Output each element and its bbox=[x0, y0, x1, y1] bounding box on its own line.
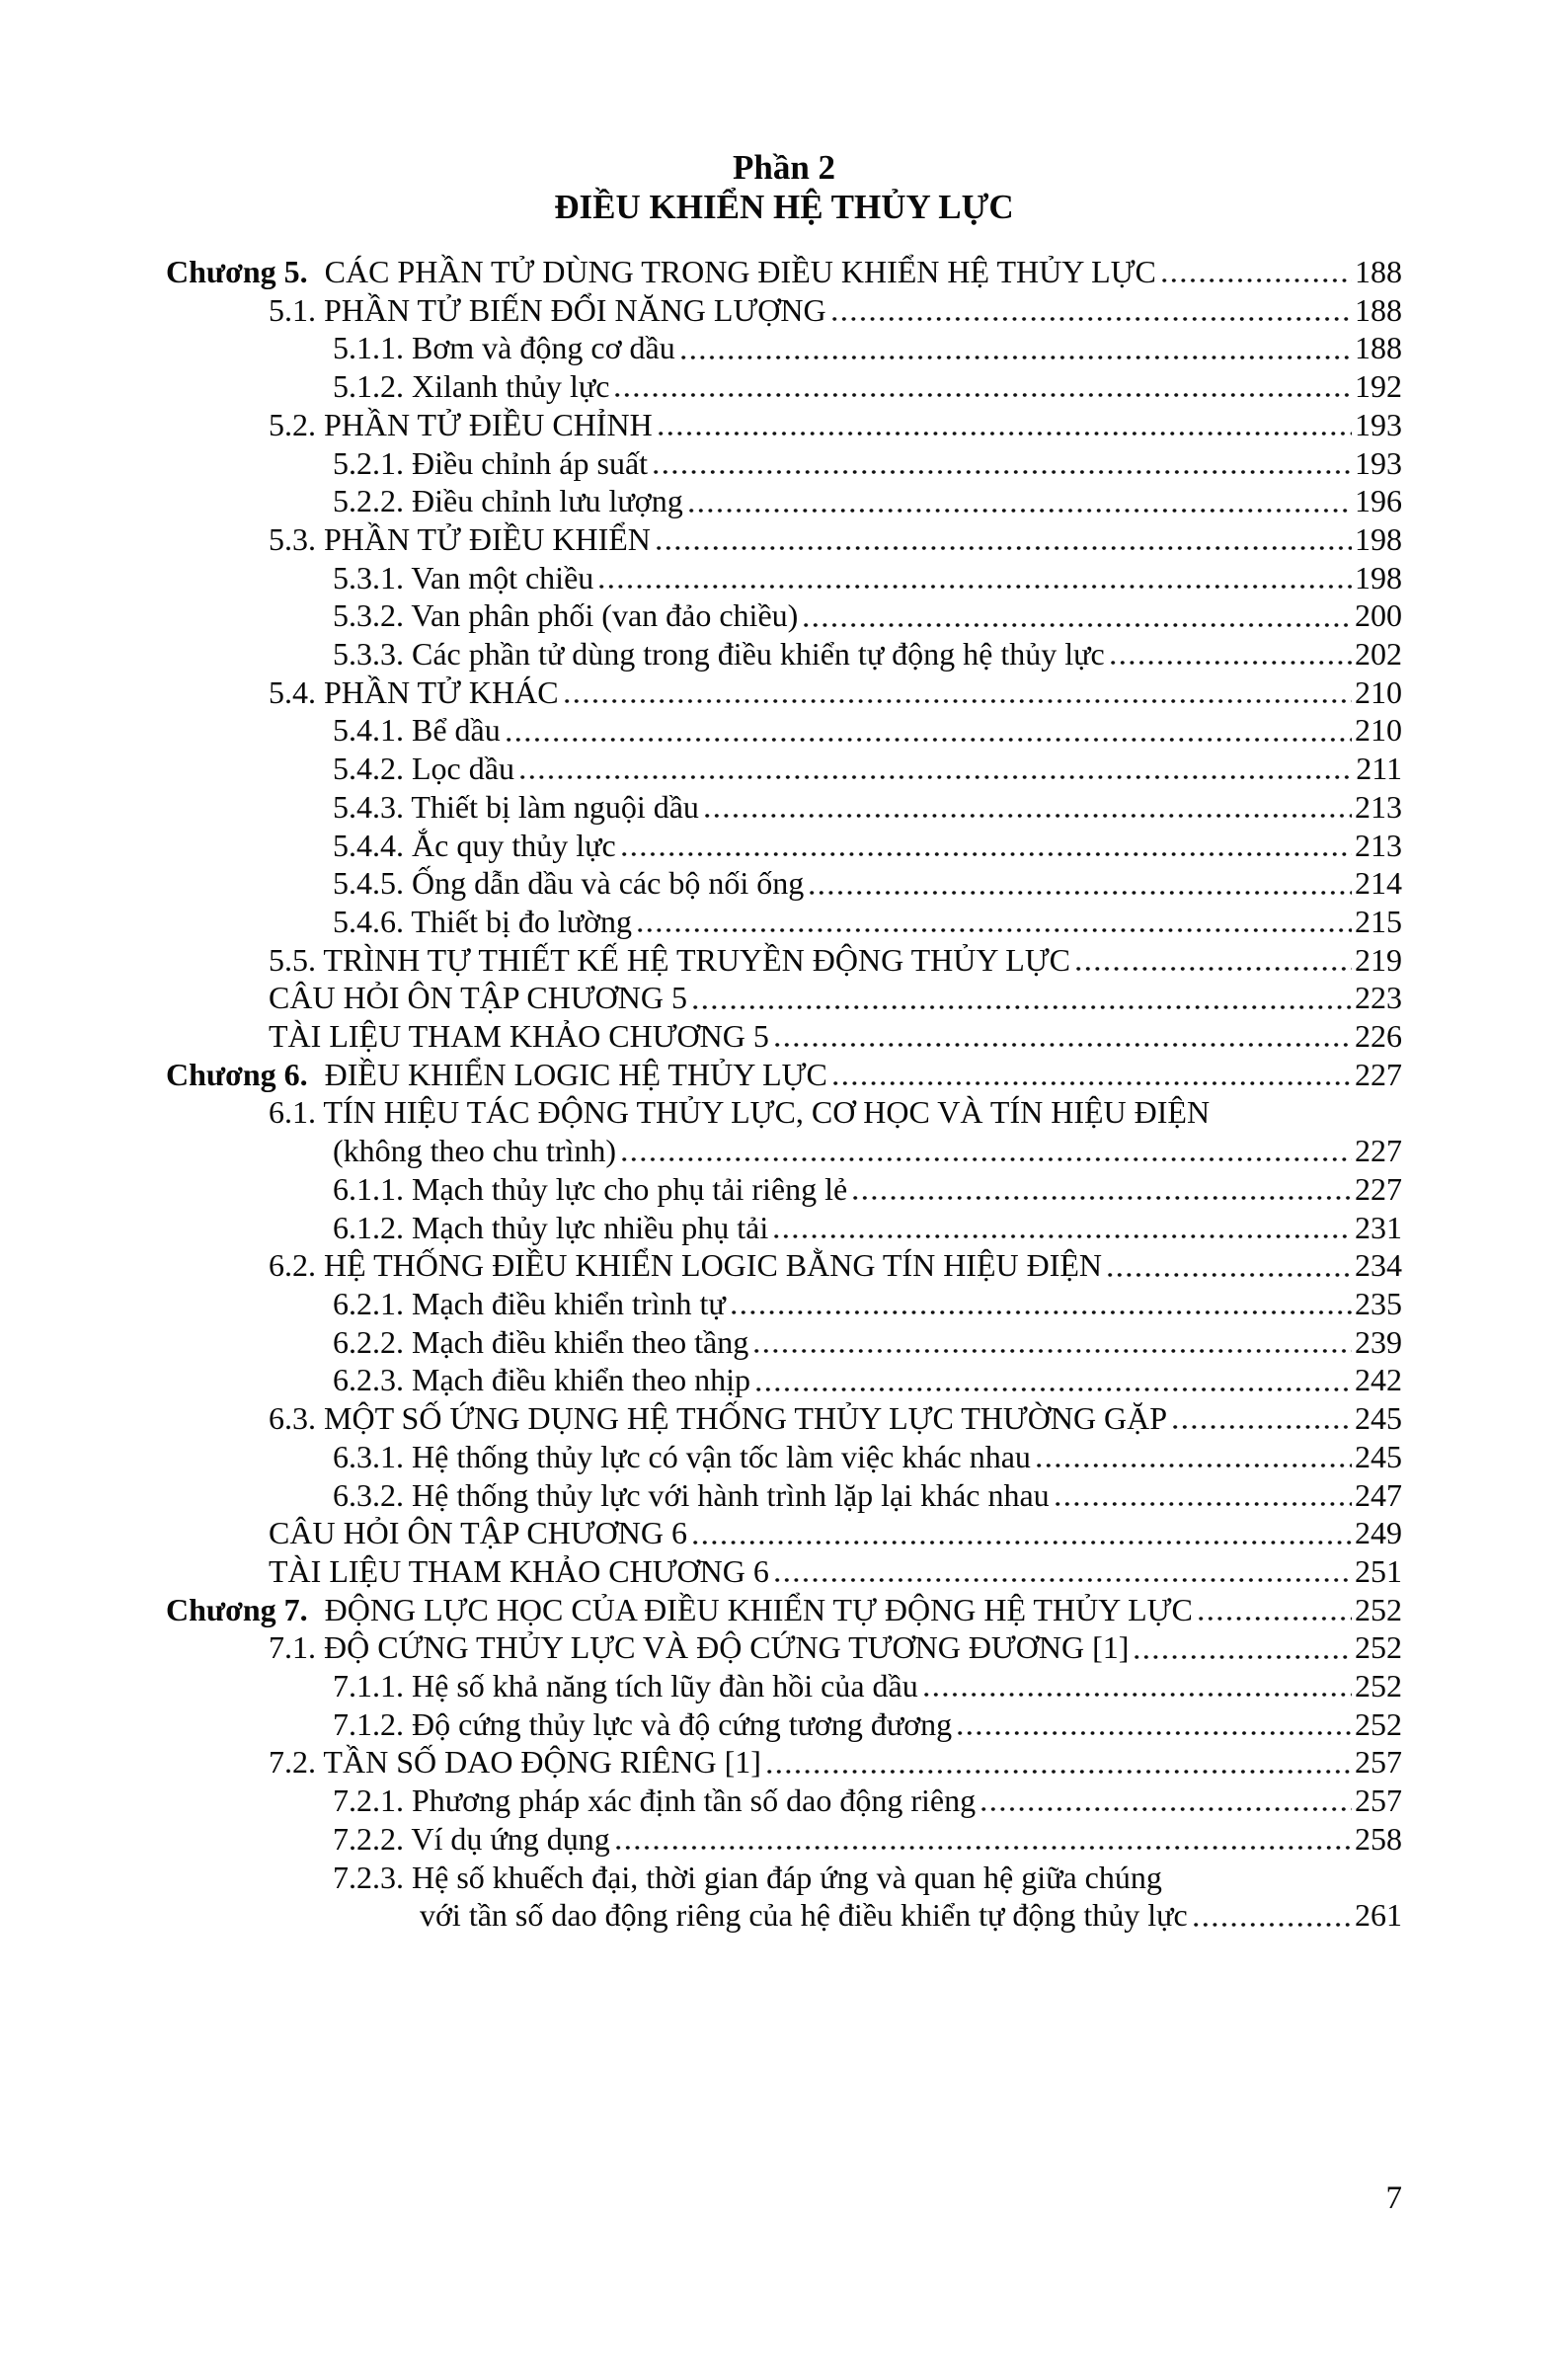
toc-page-number: 231 bbox=[1355, 1209, 1402, 1245]
toc-entry-title: 6.3. MỘT SỐ ỨNG DỤNG HỆ THỐNG THỦY LỰC THƯỜNG GẶP bbox=[269, 1400, 1168, 1437]
toc-entry-title: 5.2.1. Điều chỉnh áp suất bbox=[333, 444, 649, 481]
toc-page-number: 193 bbox=[1355, 406, 1402, 442]
toc-entry-title: 6.2.3. Mạch điều khiển theo nhịp bbox=[333, 1362, 751, 1398]
toc-entry bbox=[0, 1859, 1402, 1897]
dot-leader bbox=[693, 979, 1352, 1017]
toc-page-number: 252 bbox=[1355, 1668, 1402, 1704]
dot-leader bbox=[705, 788, 1352, 827]
part-title: ĐIỀU KHIỂN HỆ THỦY LỰC bbox=[554, 188, 1014, 226]
toc-entry bbox=[0, 596, 1402, 635]
toc-page-number: 235 bbox=[1355, 1285, 1402, 1321]
toc-entry-title: 5.4. PHẦN TỬ KHÁC bbox=[269, 673, 559, 710]
toc-entry-title: 7.1.1. Hệ số khả năng tích lũy đàn hồi của dầu bbox=[333, 1668, 918, 1704]
toc-page-number: 249 bbox=[1355, 1515, 1402, 1551]
toc-entry-title: 5.5. TRÌNH TỰ THIẾT KẾ HỆ TRUYỀN ĐỘNG THỦY LỰC bbox=[269, 941, 1070, 978]
toc-entry-title: ĐIỀU KHIỂN LOGIC HỆ THỦY LỰC bbox=[324, 1056, 827, 1092]
toc-entry bbox=[0, 1743, 1402, 1782]
toc-page-number: 196 bbox=[1355, 483, 1402, 519]
toc-entry-title: 6.3.1. Hệ thống thủy lực có vận tốc làm việc khác nhau bbox=[333, 1438, 1031, 1474]
toc-entry-title: 5.4.5. Ống dẫn dầu và các bộ nối ống bbox=[333, 865, 805, 902]
toc-page-number: 219 bbox=[1355, 941, 1402, 978]
toc-entry-title: 7.1. ĐỘ CỨNG THỦY LỰC VÀ ĐỘ CỨNG TƯƠNG ĐƯƠNG [1] bbox=[269, 1629, 1130, 1666]
toc-entry bbox=[0, 520, 1402, 559]
toc-page-number: 215 bbox=[1355, 903, 1402, 939]
dot-leader bbox=[638, 903, 1352, 941]
dot-leader bbox=[654, 444, 1352, 483]
toc-page-number: 200 bbox=[1355, 597, 1402, 634]
toc-entry bbox=[0, 1285, 1402, 1323]
toc-entry bbox=[0, 1552, 1402, 1591]
dot-leader bbox=[774, 1209, 1352, 1247]
toc-entry bbox=[0, 1667, 1402, 1705]
toc-entry-title: 5.3.3. Các phần tử dùng trong điều khiển tự động hệ thủy lực bbox=[333, 636, 1105, 673]
toc-entry bbox=[0, 1093, 1402, 1132]
dot-leader bbox=[767, 1743, 1352, 1782]
toc-entry-title: 5.2. PHẦN TỬ ĐIỀU CHỈNH bbox=[269, 406, 653, 442]
toc-entry bbox=[0, 406, 1402, 444]
toc-entry-title: 6.1.1. Mạch thủy lực cho phụ tải riêng lẻ bbox=[333, 1170, 848, 1207]
toc-entry bbox=[0, 864, 1402, 903]
dot-leader bbox=[981, 1782, 1352, 1820]
toc-entry bbox=[0, 444, 1402, 483]
toc-page-number: 257 bbox=[1355, 1744, 1402, 1781]
dot-leader bbox=[810, 864, 1352, 903]
dot-leader bbox=[1173, 1399, 1352, 1438]
toc-entry-continuation bbox=[0, 1896, 1402, 1935]
dot-leader bbox=[754, 1323, 1352, 1362]
toc-entry-title: 6.2.1. Mạch điều khiển trình tự bbox=[333, 1285, 726, 1321]
toc-entry bbox=[0, 1438, 1402, 1476]
toc-entry bbox=[0, 1017, 1402, 1056]
toc-entry-title: 5.3. PHẦN TỬ ĐIỀU KHIỂN bbox=[269, 520, 651, 557]
dot-leader bbox=[1135, 1628, 1352, 1667]
toc-entry-title: 6.1. TÍN HIỆU TÁC ĐỘNG THỦY LỰC, CƠ HỌC VÀ TÍN HIỆU ĐIỆN bbox=[269, 1094, 1211, 1131]
toc-page-number: 239 bbox=[1355, 1323, 1402, 1360]
dot-leader bbox=[689, 482, 1352, 520]
toc-entry bbox=[0, 1820, 1402, 1859]
toc-entry-title: 5.4.3. Thiết bị làm nguội dầu bbox=[333, 788, 699, 825]
part-header bbox=[0, 148, 1568, 227]
toc-entry bbox=[0, 1323, 1402, 1362]
toc-page-number: 192 bbox=[1355, 368, 1402, 405]
toc-entry bbox=[0, 1705, 1402, 1744]
dot-leader bbox=[615, 367, 1352, 406]
toc-page-number: 257 bbox=[1355, 1782, 1402, 1819]
toc-entry bbox=[0, 1591, 1402, 1629]
toc-entry bbox=[0, 1399, 1402, 1438]
dot-leader bbox=[804, 596, 1352, 635]
toc-entry-title: CÁC PHẦN TỬ DÙNG TRONG ĐIỀU KHIỂN HỆ THỦY LỰC bbox=[324, 254, 1156, 289]
toc-entry-title: 5.4.2. Lọc dầu bbox=[333, 751, 514, 787]
dot-leader bbox=[732, 1285, 1352, 1323]
toc-page-number: 210 bbox=[1355, 673, 1402, 710]
toc-entry-title: TÀI LIỆU THAM KHẢO CHƯƠNG 6 bbox=[269, 1552, 769, 1589]
toc-entry bbox=[0, 1782, 1402, 1820]
toc-entry-title: 7.1.2. Độ cứng thủy lực và độ cứng tương đương bbox=[333, 1705, 953, 1742]
toc-entry-title: 5.4.1. Bể dầu bbox=[333, 712, 501, 749]
toc-page-number: 252 bbox=[1355, 1705, 1402, 1742]
toc-entry bbox=[0, 673, 1402, 712]
dot-leader bbox=[1056, 1476, 1352, 1515]
toc-page-number: 198 bbox=[1355, 520, 1402, 557]
page-number: 7 bbox=[1385, 2180, 1402, 2216]
dot-leader bbox=[599, 559, 1352, 597]
toc-entry-title: 5.4.4. Ắc quy thủy lực bbox=[333, 827, 616, 863]
toc-chapter-label: Chương 5. bbox=[166, 254, 308, 289]
toc-page-number: 252 bbox=[1355, 1629, 1402, 1666]
toc-entry-title: 7.2.1. Phương pháp xác định tần số dao động riêng bbox=[333, 1782, 977, 1819]
part-label: Phần 2 bbox=[732, 148, 836, 187]
toc-chapter-label: Chương 7. bbox=[166, 1591, 308, 1627]
toc-entry-title: 7.2.3. Hệ số khuếch đại, thời gian đáp ứng và quan hệ giữa chúng bbox=[333, 1859, 1162, 1895]
toc-entry-title: 5.4.6. Thiết bị đo lường bbox=[333, 903, 632, 939]
toc-entry-continuation bbox=[0, 1132, 1402, 1170]
dot-leader bbox=[1162, 253, 1352, 291]
toc-entry-title: 6.2.2. Mạch điều khiển theo tầng bbox=[333, 1323, 749, 1360]
toc-page-number: 227 bbox=[1355, 1170, 1402, 1207]
dot-leader bbox=[1199, 1591, 1352, 1629]
toc-entry bbox=[0, 291, 1402, 330]
toc-page-number: 188 bbox=[1355, 291, 1402, 328]
toc-entry bbox=[0, 1246, 1402, 1285]
toc-entry bbox=[0, 329, 1402, 367]
toc-entry bbox=[0, 1628, 1402, 1667]
table-of-contents bbox=[0, 253, 1402, 1935]
toc-entry bbox=[0, 253, 1402, 291]
dot-leader bbox=[681, 329, 1352, 367]
toc-page-number: 213 bbox=[1355, 827, 1402, 863]
toc-entry bbox=[0, 750, 1402, 788]
dot-leader bbox=[924, 1667, 1352, 1705]
toc-entry-title: 6.3.2. Hệ thống thủy lực với hành trình lặp lại khác nhau bbox=[333, 1476, 1050, 1513]
dot-leader bbox=[622, 1132, 1352, 1170]
toc-entry-title: 7.2.2. Ví dụ ứng dụng bbox=[333, 1820, 610, 1857]
toc-entry bbox=[0, 788, 1402, 827]
toc-page-number: 227 bbox=[1355, 1133, 1402, 1169]
toc-entry-title-line2: với tần số dao động riêng của hệ điều khiển tự động thủy lực bbox=[420, 1897, 1188, 1934]
dot-leader bbox=[853, 1170, 1352, 1209]
toc-page-number: 226 bbox=[1355, 1018, 1402, 1055]
toc-page-number: 210 bbox=[1355, 712, 1402, 749]
toc-entry-title: 6.1.2. Mạch thủy lực nhiều phụ tải bbox=[333, 1209, 769, 1245]
dot-leader bbox=[833, 1056, 1352, 1094]
toc-page-number: 251 bbox=[1355, 1552, 1402, 1589]
toc-entry-title: TÀI LIỆU THAM KHẢO CHƯƠNG 5 bbox=[269, 1018, 769, 1055]
toc-entry bbox=[0, 903, 1402, 941]
toc-entry-title: 5.1.2. Xilanh thủy lực bbox=[333, 368, 610, 405]
toc-entry bbox=[0, 711, 1402, 750]
dot-leader bbox=[958, 1705, 1352, 1744]
toc-entry bbox=[0, 559, 1402, 597]
toc-page-number: 193 bbox=[1355, 444, 1402, 481]
toc-entry bbox=[0, 1514, 1402, 1552]
toc-page-number: 202 bbox=[1355, 636, 1402, 673]
toc-page-number: 247 bbox=[1355, 1476, 1402, 1513]
dot-leader bbox=[1194, 1896, 1352, 1935]
toc-entry-title: CÂU HỎI ÔN TẬP CHƯƠNG 5 bbox=[269, 980, 687, 1016]
dot-leader bbox=[616, 1820, 1352, 1859]
dot-leader bbox=[756, 1361, 1352, 1399]
dot-leader bbox=[693, 1514, 1352, 1552]
toc-page-number: 198 bbox=[1355, 559, 1402, 595]
toc-page-number: 188 bbox=[1355, 330, 1402, 366]
toc-entry bbox=[0, 979, 1402, 1017]
dot-leader bbox=[1108, 1246, 1352, 1285]
toc-entry bbox=[0, 367, 1402, 406]
toc-entry-title: 6.2. HỆ THỐNG ĐIỀU KHIỂN LOGIC BẰNG TÍN HIỆU ĐIỆN bbox=[269, 1247, 1103, 1284]
toc-entry-title: 5.3.2. Van phân phối (van đảo chiều) bbox=[333, 597, 799, 634]
toc-page-number: 188 bbox=[1355, 254, 1402, 289]
toc-page-number: 252 bbox=[1355, 1591, 1402, 1627]
toc-entry bbox=[0, 482, 1402, 520]
dot-leader bbox=[775, 1552, 1352, 1591]
dot-leader bbox=[1076, 941, 1352, 980]
toc-entry-title-line2: (không theo chu trình) bbox=[333, 1133, 617, 1169]
toc-entry bbox=[0, 1056, 1402, 1094]
toc-entry-title: 5.3.1. Van một chiều bbox=[333, 559, 594, 595]
toc-entry-title: ĐỘNG LỰC HỌC CỦA ĐIỀU KHIỂN TỰ ĐỘNG HỆ THỦY LỰC bbox=[324, 1591, 1193, 1627]
toc-entry-title: 5.1. PHẦN TỬ BIẾN ĐỔI NĂNG LƯỢNG bbox=[269, 291, 826, 328]
toc-entry bbox=[0, 1361, 1402, 1399]
toc-page-number: 214 bbox=[1355, 865, 1402, 902]
toc-entry-title: 7.2. TẦN SỐ DAO ĐỘNG RIÊNG [1] bbox=[269, 1744, 761, 1781]
toc-chapter-label: Chương 6. bbox=[166, 1056, 308, 1092]
dot-leader bbox=[659, 406, 1352, 444]
dot-leader bbox=[775, 1017, 1352, 1056]
toc-entry bbox=[0, 827, 1402, 865]
toc-page-number: 261 bbox=[1355, 1897, 1402, 1934]
toc-page-number: 245 bbox=[1355, 1438, 1402, 1474]
toc-page-number: 227 bbox=[1355, 1056, 1402, 1092]
toc-entry bbox=[0, 941, 1402, 980]
toc-page-number: 242 bbox=[1355, 1362, 1402, 1398]
toc-entry bbox=[0, 1476, 1402, 1515]
dot-leader bbox=[832, 291, 1352, 330]
dot-leader bbox=[520, 750, 1353, 788]
dot-leader bbox=[565, 673, 1352, 712]
toc-entry-title: 5.1.1. Bơm và động cơ dầu bbox=[333, 330, 675, 366]
dot-leader bbox=[507, 711, 1352, 750]
toc-page-number: 213 bbox=[1355, 788, 1402, 825]
toc-entry bbox=[0, 635, 1402, 673]
dot-leader bbox=[657, 520, 1352, 559]
toc-entry-title: CÂU HỎI ÔN TẬP CHƯƠNG 6 bbox=[269, 1515, 687, 1551]
dot-leader bbox=[1111, 635, 1352, 673]
toc-page-number: 245 bbox=[1355, 1400, 1402, 1437]
toc-page-number: 211 bbox=[1356, 751, 1402, 787]
toc-entry bbox=[0, 1170, 1402, 1209]
toc-page-number: 234 bbox=[1355, 1247, 1402, 1284]
toc-page-number: 258 bbox=[1355, 1820, 1402, 1857]
toc-entry-title: 5.2.2. Điều chỉnh lưu lượng bbox=[333, 483, 683, 519]
toc-entry bbox=[0, 1209, 1402, 1247]
dot-leader bbox=[1037, 1438, 1352, 1476]
dot-leader bbox=[622, 827, 1352, 865]
toc-page-number: 223 bbox=[1355, 980, 1402, 1016]
